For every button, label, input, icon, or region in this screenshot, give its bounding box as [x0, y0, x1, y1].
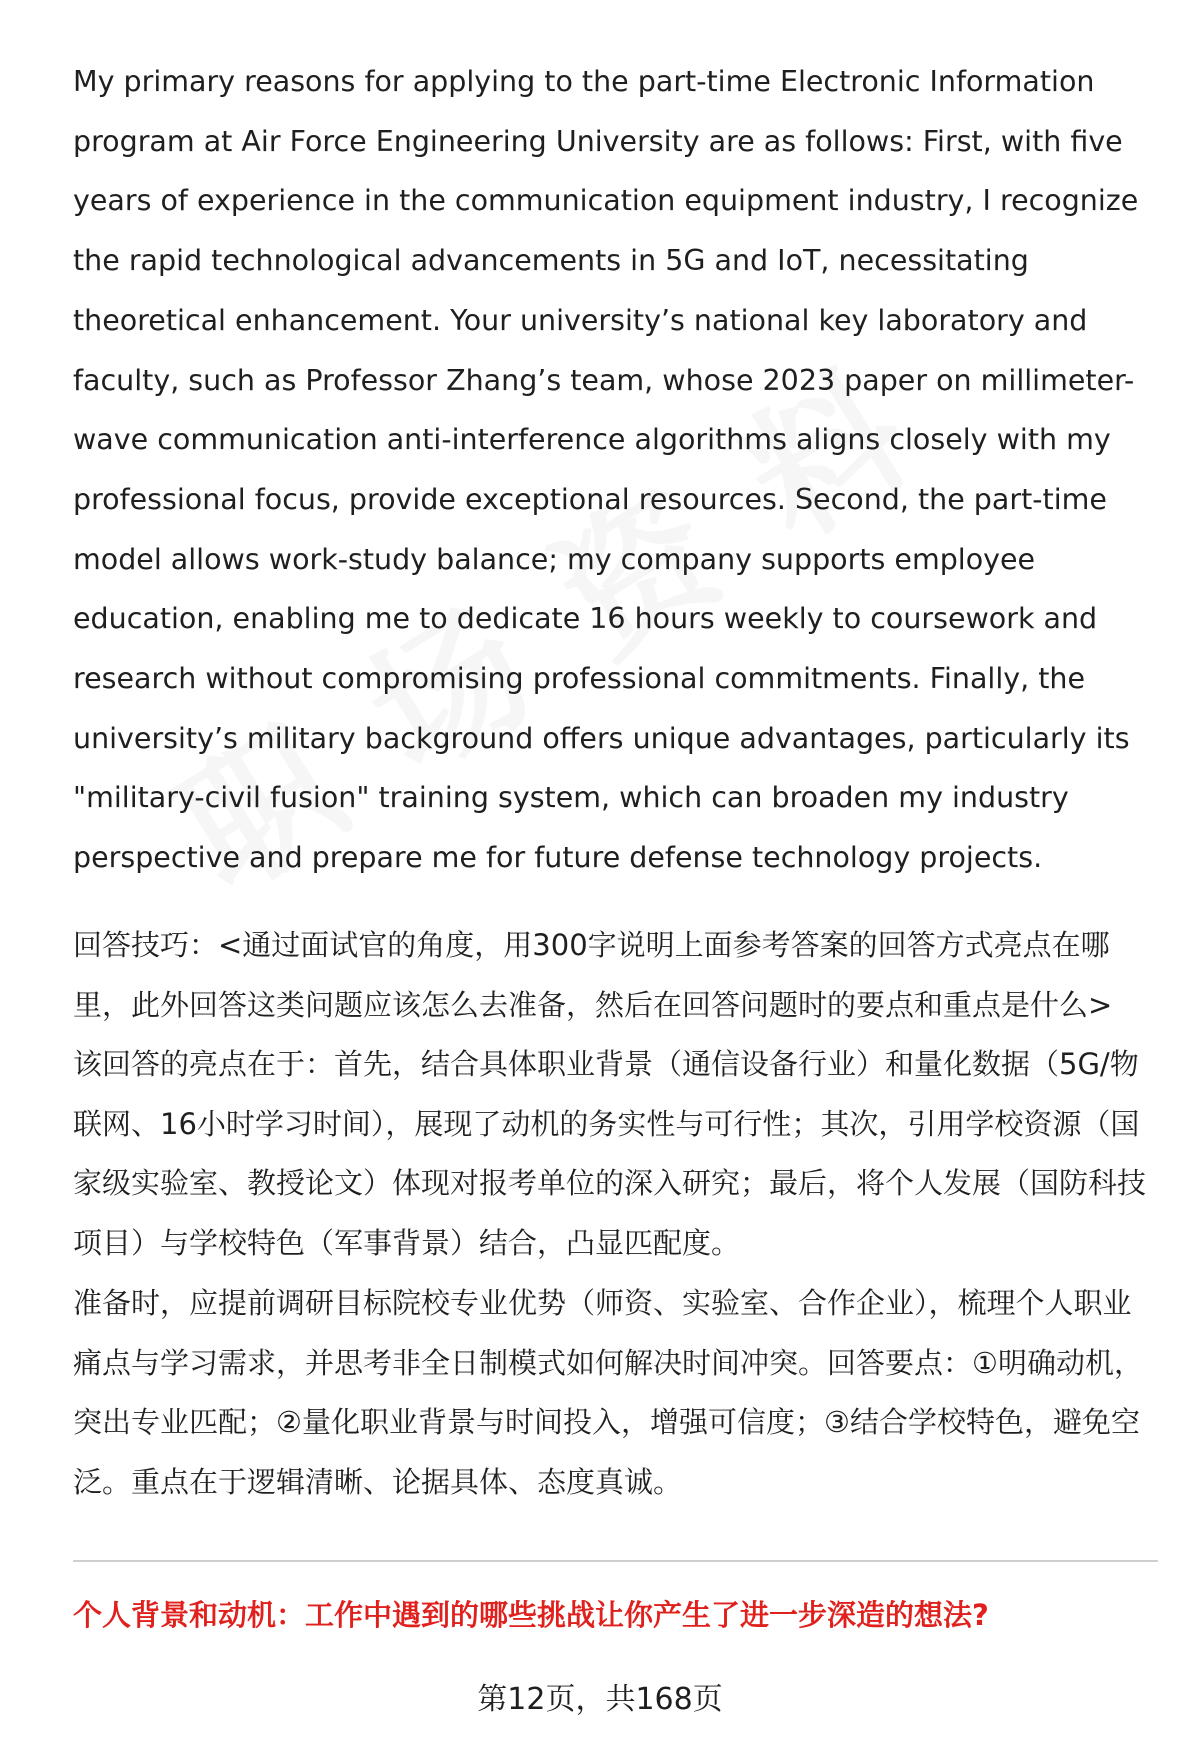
page-number: 第12页，共168页	[477, 1682, 723, 1717]
reference-answer-english: My primary reasons for applying to the part-time Electronic Information program at Air Force Engineering University are as follows: First, with five years of experience in the communication equipment industry, I recognize the rapid technological advancements in 5G and IoT, necessitating theoretical enhancement. Your university’s national key laboratory and faculty, such as Professor Zhang’s team, whose 2023 paper on millimeter-wave communication anti-interference algorithms aligns closely with my professional focus, provide exceptional resources. Second, the part-time model allows work-study balance; my company supports employee education, enabling me to dedicate 16 hours weekly to coursework and research without compromising professional commitments. Finally, the university’s military background offers unique advantages, particularly its "military-civil fusion" training system, which can broaden my industry perspective and prepare me for future defense technology projects.	[73, 65, 1139, 875]
answer-tips-prompt: 回答技巧：<通过面试官的角度，用300字说明上面参考答案的回答方式亮点在哪里，此外回答这类问题应该怎么去准备，然后在回答问题时的要点和重点是什么>	[73, 928, 1113, 1022]
next-question-heading: 个人背景和动机：工作中遇到的哪些挑战让你产生了进一步深造的想法?	[73, 1598, 989, 1632]
answer-highlights: 该回答的亮点在于：首先，结合具体职业背景（通信设备行业）和量化数据（5G/物联网、16小时学习时间），展现了动机的务实性与可行性；其次，引用学校资源（国家级实验室、教授论文）体现对报考单位的深入研究；最后，将个人发展（国防科技项目）与学校特色（军事背景）结合，凸显匹配度。	[73, 1047, 1147, 1260]
answer-tips-section	[73, 916, 1153, 1273]
preparation-advice: 准备时，应提前调研目标院校专业优势（师资、实验室、合作企业），梳理个人职业痛点与学习需求，并思考非全日制模式如何解决时间冲突。回答要点：①明确动机，突出专业匹配；②量化职业背景与时间投入，增强可信度；③结合学校特色，避免空泛。重点在于逻辑清晰、论据具体、态度真诚。	[73, 1286, 1143, 1499]
section-divider	[73, 1560, 1158, 1562]
